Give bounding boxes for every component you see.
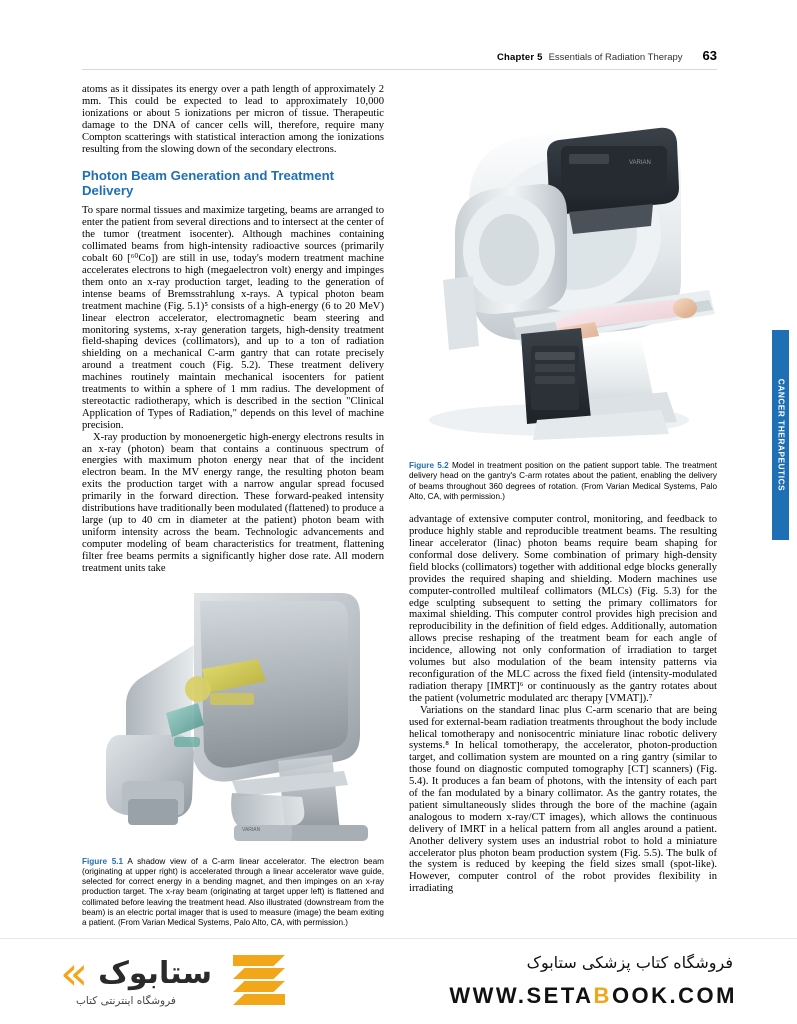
figure-5-2-label: Figure 5.2 [409,461,449,470]
chevron-left-icon: « [60,946,89,1000]
paragraph: atoms as it dissipates its energy over a path length of approximately 2 mm. This could be expected to lead to approximately 10,000 ionizations or about 5 ionizations per micron of tissue. Therapeutic damage to the DNA of cancer cells will, therefore, require many Compton scatterings with statistical interaction among the ionizations resulting from the slowing down of the secondary electrons. [82,84,384,155]
paragraph: advantage of extensive computer control, monitoring, and feedback to produce highly stable and reproducible treatment beams. The resulting linear accelerator (linac) photon beams require beam shaping for conformal dose delivery. Some combination of primary high-density field blocks (collimators) together with additional edge blocks generally provides the required shaping and shielding. Modern machines use computer-controlled multileaf collimators (MLCs) (Fig. 5.3) for the edge sculpting subsequent to setting the primary collimators for maximal shielding. This computer control provides high precision and reproducibility in the definition of field edges. Additionally, automation allows precise reshaping of the treatment beam for each angle of incidence, allowing not only conformation of irradiation to target volumes but also modulation of the beam intensity patterns via reconfiguration of the MLC across the fixed field (intensity-modulated radiation therapy [IMRT]⁶ or continuously as the gantry rotates about the patient (volumetric modulated arc therapy [VMAT]).⁷ [409,514,717,704]
paragraph: To spare normal tissues and maximize targeting, beams are arranged to enter the patient from several directions and to intersect at the center of the tumor (treatment isocenter). Although machines containing collimated beams from high-intensity radioactive sources (primarily cobalt 60 [⁶⁰Co]) are still in use, today's modern treatment machine accelerates electrons to high (megaelectron volt) energy and impinges them onto an x-ray production target, leading to the generation of intense beams of Bremsstrahlung x-rays. A typical photon beam treatment machine (Fig. 5.1)⁵ consists of a high-energy (6 to 20 MeV) linear electron accelerator, electromagnetic beam steering and monitoring systems, x-ray generation targets, high-density treatment field-shaping devices (collimators), and up to a ton of radiation shielding on a mechanical C-arm gantry that can rotate precisely around a treatment couch (Fig. 5.2). These treatment delivery machines routinely maintain mechanical isocenters for patient treatments to within a sphere of 1 mm radius. The development of stereotactic radiotherapy, which is described in the section "Clinical Application of Types of Radiation," depends on this level of machine precision. [82,205,384,431]
shop-url[interactable] [449,983,737,1009]
logo-mark-icon [233,955,285,1003]
section-thumb-tab-label: CANCER THERAPEUTICS [776,378,785,492]
shop-url-suffix: OOK.COM [611,983,737,1008]
footer-banner [0,938,797,1024]
brand-tagline-fa: فروشگاه اینترنتی کتاب [76,995,176,1007]
chapter-label: Chapter 5 [496,52,543,63]
svg-text:VARIAN: VARIAN [629,160,651,166]
svg-text:VARIAN: VARIAN [242,826,261,833]
figure-5-1 [82,585,384,929]
shop-url-prefix: WWW.SETA [449,983,594,1008]
figure-5-1-caption-text: A shadow view of a C-arm linear accelerator. The electron beam (originating at upper right) is accelerated through a linear accelerator wave guide, selected for correct energy in a bending magnet, and then impinges on an x-ray production target. The x-ray beam (originating at target upper left) is flattened and collimated before leaving the treatment head. Also illustrated (downstream from the beam) is an electric portal imager that is used to measure (image) the beam exiting a patient. (From Varian Medical Systems, Palo Alto, CA, with permission.) [82,856,384,928]
page-header [82,48,717,70]
paragraph: Variations on the standard linac plus C-arm scenario that are being used for external-beam radiation treatments throughout the body include helical tomotherapy and nonisocentric miniature linac robotic delivery systems.⁸ In helical tomotherapy, the accelerator, photon-production target, and collimation system are mounted on a ring gantry (similar to those found on diagnostic computed tomography [CT] scanners) (Fig. 5.4). It produces a fan beam of photons, with the intensity of each part of the fan modulated by a binary collimator. As the gantry rotates, the patient simultaneously slides through the bore of the machine (again analogous to modern x-ray/CT images), which allows the continuous delivery of IMRT in a helical pattern from all angles around a patient. Another delivery system uses an industrial robot to hold a miniature accelerator plus photon beam production system (Fig. 5.5). The bulk of the system is reduced by keeping the field sizes small (spot-like). However, computer control of the robot provides flexibility in irradiating [409,704,717,895]
left-text-column [82,84,384,929]
figure-5-2 [409,84,717,502]
section-heading: Photon Beam Generation and Treatment Delivery [82,168,335,199]
right-column [409,84,717,895]
figure-5-2-image [409,84,717,454]
brand-name-fa: ستابوک [98,955,212,991]
figure-5-1-image [82,585,384,850]
figure-5-1-label: Figure 5.1 [82,856,124,866]
figure-5-1-caption [82,857,384,929]
brand-logotype [60,946,212,1000]
figure-5-2-caption [409,461,717,502]
figure-5-2-caption-text: Model in treatment position on the patient support table. The treatment delivery head on the gantry's C-arm rotates about the patient, enabling the delivery of beams throughout 360 degrees of rotation. (From Varian Medical Systems, Palo Alto, CA, with permission.) [409,461,717,501]
page-number: 63 [702,48,717,63]
right-text-column [409,514,717,895]
section-thumb-tab [772,330,789,540]
paragraph: X-ray production by monoenergetic high-energy electrons results in an x-ray (photon) beam that contains a continuous spectrum of energies with maximum photon energy near that of the incident electron beam. In the MV energy range, the resulting photon beam exits the production target with a narrow angular spread focused primarily in the forward direction. These forward-peaked intensity distributions have traditionally been modulated (flattened) to produce a large (up to 40 cm in diameter at the patient) photon beam with uniform intensity across the beam. Technologic advancements and computer modeling of beam characteristics for treatment, flattening filter free beams permits a significantly higher dose rate. All modern treatment units take [82,431,384,574]
shop-url-accent: B [593,983,612,1008]
chapter-title: Essentials of Radiation Therapy [548,52,683,63]
shop-title-fa: فروشگاه کتاب پزشکی ستابوک [526,953,733,972]
